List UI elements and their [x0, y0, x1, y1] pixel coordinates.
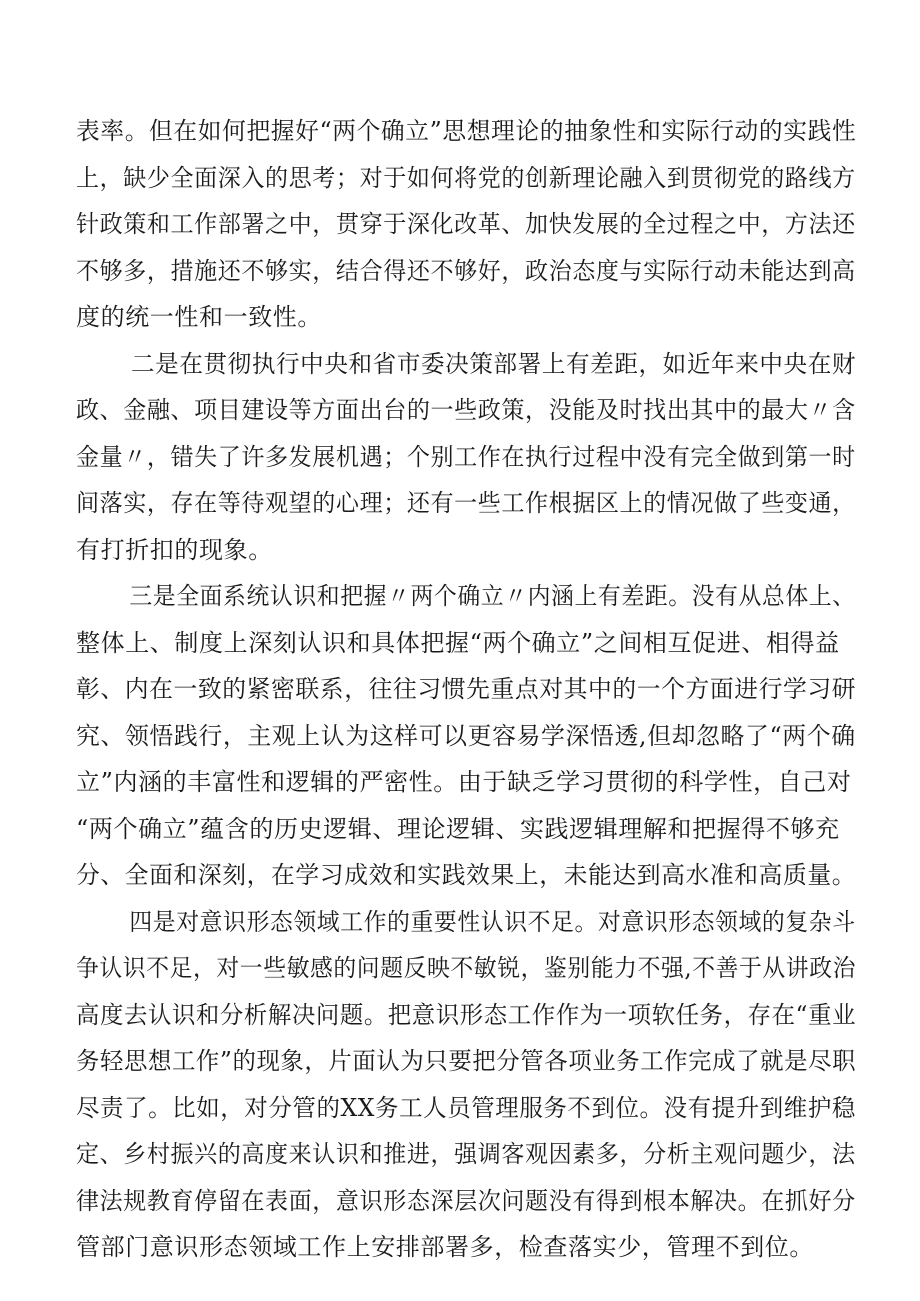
text-line: 尽责了。比如，对分管的XX务工人员管理服务不到位。没有提升到维护稳 [76, 1093, 856, 1122]
text-line-first: 四是对意识形态领域工作的重要性认识不足。对意识形态领域的复杂斗 [129, 907, 856, 936]
text-line: 不够多，措施还不够实，结合得还不够好，政治态度与实际行动未能达到高 [76, 256, 856, 285]
text-line-first: 三是全面系统认识和把握〃两个确立〃内涵上有差距。没有从总体上、 [129, 582, 856, 610]
text-line: 律法规教育停留在表面，意识形态深层次问题没有得到根本解决。在抓好分 [76, 1186, 856, 1215]
paragraph-1-continuation [76, 108, 856, 341]
text-line: 立”内涵的丰富性和逻辑的严密性。由于缺乏学习贯彻的科学性，自己对 [76, 768, 852, 796]
text-line: “两个确立”蕴含的历史逻辑、理论逻辑、实践逻辑理解和把握得不够充 [76, 814, 840, 843]
paragraph-2 [76, 341, 856, 574]
text-line: 整体上、制度上深刻认识和具体把握“两个确立”之间相互促进、相得益 [76, 628, 840, 657]
text-line: 上，缺少全面深入的思考；对于如何将党的创新理论融入到贯彻党的路线方 [76, 163, 856, 192]
text-line: 究、领悟践行，主观上认为这样可以更容易学深悟透,但却忽略了“两个确 [76, 721, 856, 750]
text-line: 高度去认识和分析解决问题。把意识形态工作作为一项软任务，存在“重业 [76, 1000, 857, 1029]
paragraph-4 [76, 899, 856, 1271]
text-line: 政、金融、项目建设等方面出台的一些政策，没能及时找出其中的最大〃含 [76, 396, 856, 424]
text-line: 彰、内在一致的紧密联系，往往习惯先重点对其中的一个方面进行学习研 [76, 675, 857, 703]
text-line: 务轻思想工作”的现象，片面认为只要把分管各项业务工作完成了就是尽职 [76, 1047, 857, 1075]
paragraph-3 [76, 573, 856, 899]
text-line: 间落实，存在等待观望的心理；还有一些工作根据区上的情况做了些变通， [76, 489, 856, 517]
text-line: 管部门意识形态领域工作上安排部署多，检查落实少，管理不到位。 [76, 1233, 814, 1261]
text-line: 有打折扣的现象。 [76, 535, 273, 564]
text-line: 金量〃，错失了许多发展机遇；个别工作在执行过程中没有完全做到第一时 [76, 442, 856, 471]
text-line: 争认识不足，对一些敏感的问题反映不敏锐，鉴别能力不强,不善于从讲政治 [76, 954, 857, 982]
body-text [76, 108, 856, 1271]
text-line-first: 二是在贯彻执行中央和省市委决策部署上有差距，如近年来中央在财 [131, 349, 857, 378]
text-line: 表率。但在如何把握好“两个确立”思想理论的抽象性和实际行动的实践性 [76, 117, 857, 145]
text-line: 分、全面和深刻，在学习成效和实践效果上，未能达到高水准和高质量。 [76, 861, 857, 889]
text-line: 针政策和工作部署之中，贯穿于深化改革、加快发展的全过程之中，方法还 [76, 210, 856, 238]
text-line: 度的统一性和一致性。 [76, 303, 322, 331]
text-line: 定、乡村振兴的高度来认识和推进，强调客观因素多，分析主观问题少，法 [76, 1140, 856, 1168]
